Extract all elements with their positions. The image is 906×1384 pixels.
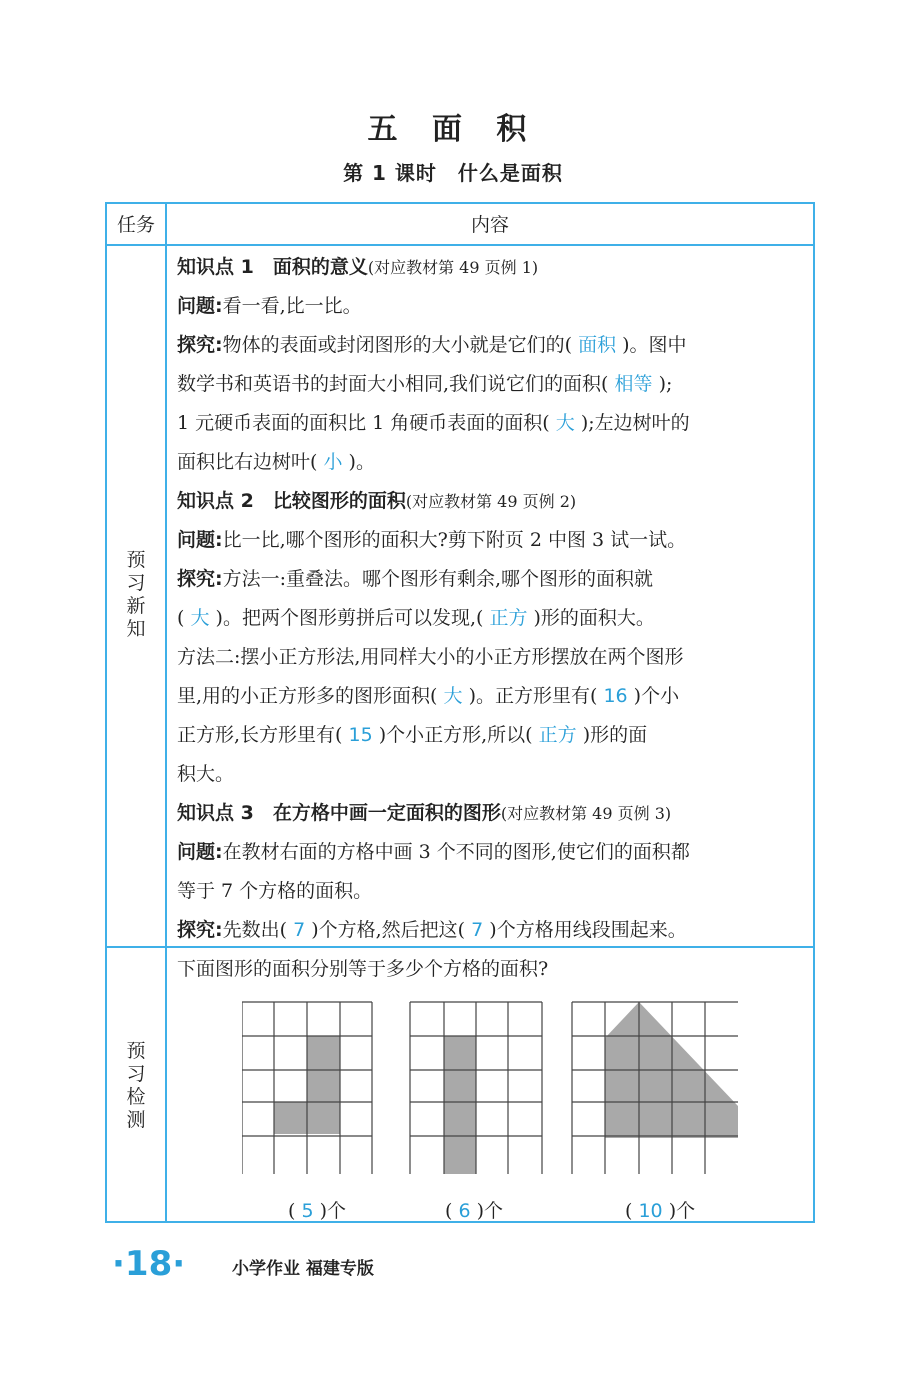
kp3-question-line2: 等于 7 个方格的面积。 [177,880,373,902]
kp1-heading-line: 知识点 1 面积的意义(对应教材第 49 页例 1) [177,256,539,278]
kp2-explore-line6: 积大。 [177,763,235,785]
kp1-explore-line2: 数学书和英语书的封面大小相同,我们说它们的面积( 相等 ); [177,373,673,395]
answer-1: ( 5 )个 [288,1200,347,1222]
kp1-explore-line1: 探究:物体的表面或封闭图形的大小就是它们的( 面积 )。图中 [177,334,687,356]
kp2-question: 问题:比一比,哪个图形的面积大?剪下附页 2 中图 3 试一试。 [177,529,687,551]
kp3-heading-line: 知识点 3 在方格中画一定面积的图形(对应教材第 49 页例 3) [177,802,672,824]
kp2-explore-line5: 正方形,长方形里有( 15 )个小正方形,所以( 正方 )形的面 [177,724,648,746]
shaded-shapes [274,1002,738,1174]
kp2-heading-line: 知识点 2 比较图形的面积(对应教材第 49 页例 2) [177,490,577,512]
kp2-explore-line1: 探究:方法一:重叠法。哪个图形有剩余,哪个图形的面积就 [177,568,654,590]
header-task: 任务 [116,214,155,236]
answer-3: ( 10 )个 [625,1200,696,1222]
kp3-explore: 探究:先数出( 7 )个方格,然后把这( 7 )个方格用线段围起来。 [177,919,687,941]
kp1-explore-line4: 面积比右边树叶( 小 )。 [177,451,375,473]
book-title: 小学作业 福建专版 [232,1259,374,1279]
column-divider [165,204,167,1221]
section-label-check: 预 习 检 测 [126,1040,146,1131]
kp2-explore-line4: 里,用的小正方形多的图形面积( 大 )。正方形里有( 16 )个小 [177,685,680,707]
kp2-explore-line2: ( 大 )。把两个图形剪拼后可以发现,( 正方 )形的面积大。 [177,607,655,629]
header-content: 内容 [470,214,509,236]
kp3-question-line1: 问题:在教材右面的方格中画 3 个不同的图形,使它们的面积都 [177,841,690,863]
section-divider [107,946,813,948]
grid-figure [242,998,738,1174]
page-number: ·18· [112,1244,186,1284]
shape-1-part-b [307,1036,340,1102]
lesson-title: 第 1 课时 什么是面积 [343,161,563,185]
kp2-explore-line3: 方法二:摆小正方形法,用同样大小的小正方形摆放在两个图形 [177,646,684,668]
kp1-explore-line3: 1 元硬币表面的面积比 1 角硬币表面的面积( 大 );左边树叶的 [177,412,690,434]
section-label-preview: 预 习 新 知 [126,549,146,640]
answer-2: ( 6 )个 [445,1200,504,1222]
shape-2 [444,1036,476,1174]
chapter-title: 五 面 积 [367,112,539,147]
header-divider [107,244,813,246]
check-question: 下面图形的面积分别等于多少个方格的面积? [177,958,549,980]
kp1-question: 问题:看一看,比一比。 [177,295,362,317]
